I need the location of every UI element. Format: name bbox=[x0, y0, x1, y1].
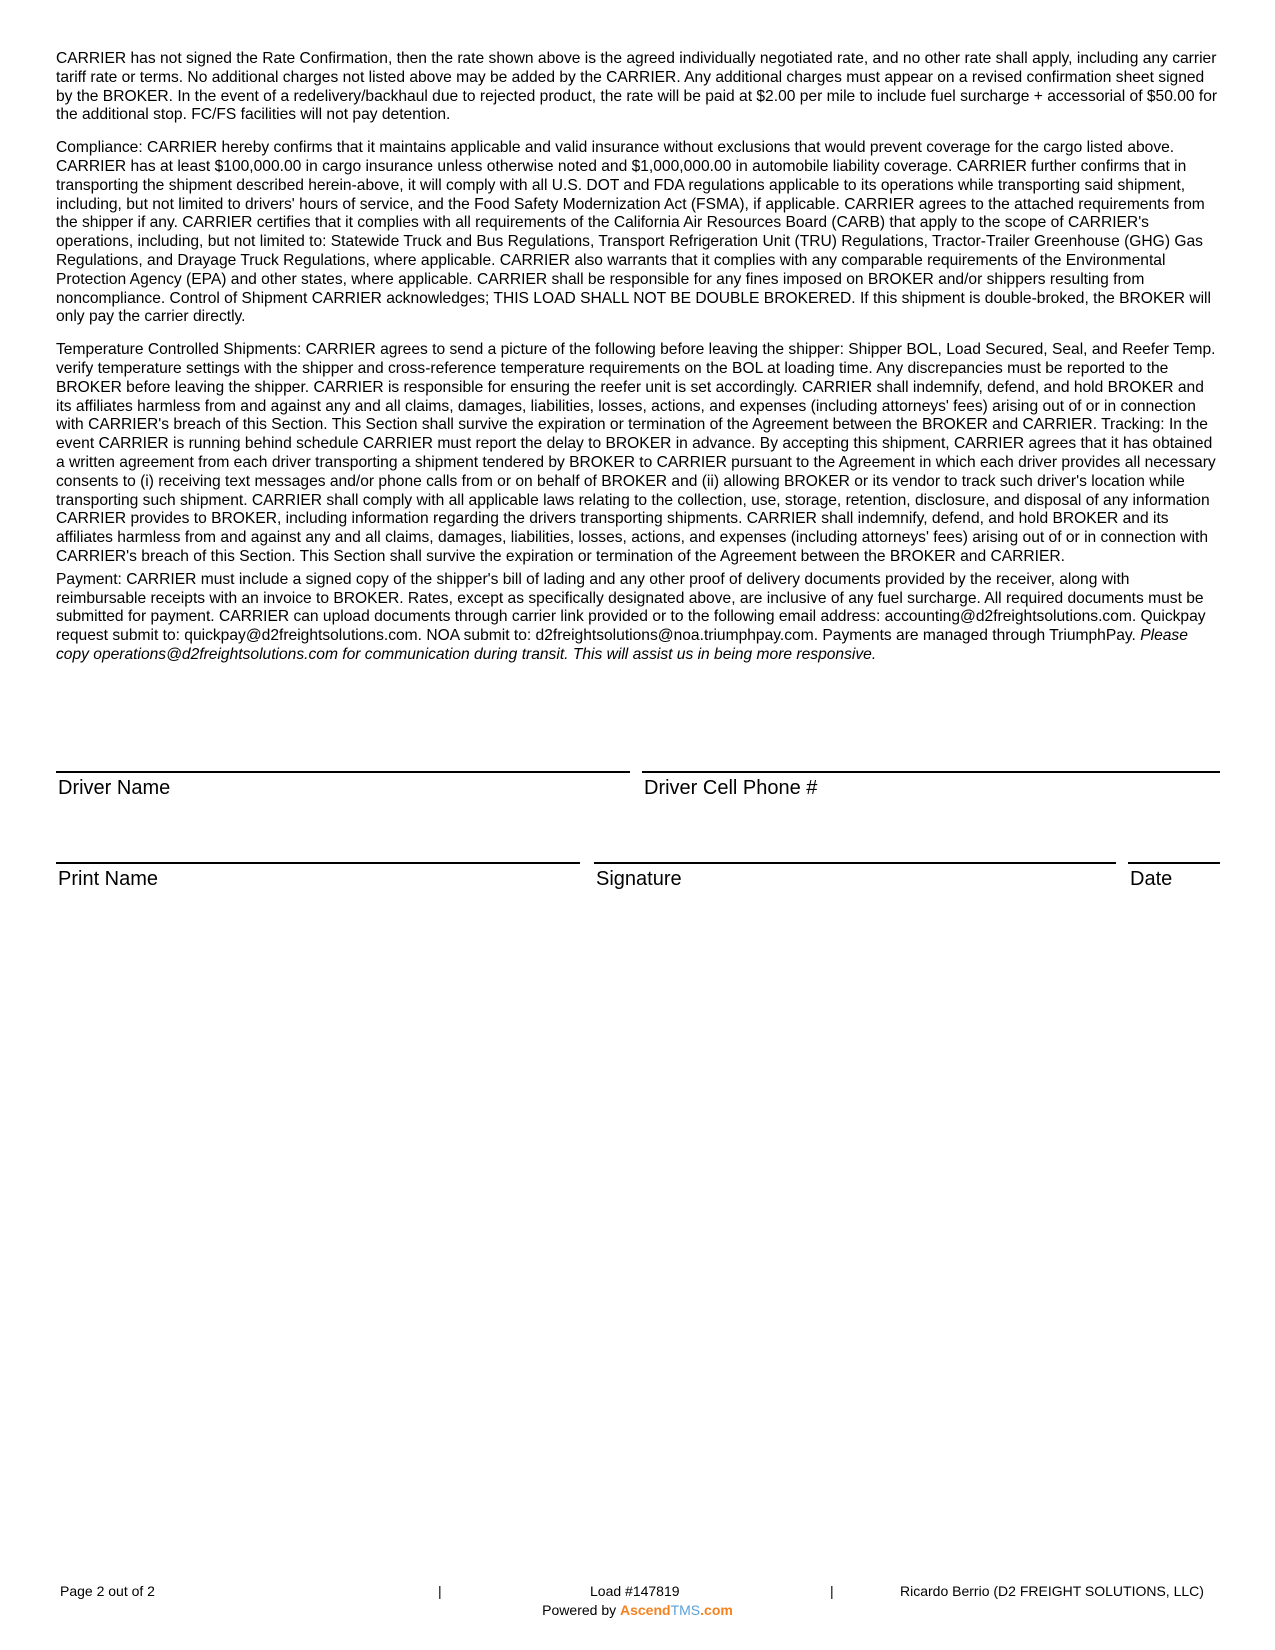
footer-separator-left: | bbox=[438, 1583, 442, 1599]
terms-body bbox=[56, 50, 1220, 679]
ascendtms-logo bbox=[620, 1602, 733, 1618]
temperature-paragraph: Temperature Controlled Shipments: CARRIER agrees to send a picture of the following before leaving the shipper: Shipper BOL, Load Secured, Seal, and Reefer Temp. verify temperature settings with the shipper and cross-reference temperature requirements on the BOL at loading time. Any discrepancies must be reported to the BROKER before leaving the shipper. CARRIER is responsible for ensuring the reefer unit is set accordingly. CARRIER shall indemnify, defend, and hold BROKER and its affiliates harmless from and against any and all claims, damages, liabilities, losses, actions, and expenses (including attorneys' fees) arising out of or in connection with CARRIER's breach of this Section. This Section shall survive the expiration or termination of the Agreement between the BROKER and CARRIER. Tracking: In the event CARRIER is running behind schedule CARRIER must report the delay to BROKER in advance. By accepting this shipment, CARRIER agrees that it has obtained a written agreement from each driver transporting a shipment tendered by BROKER to CARRIER pursuant to the Agreement in which each driver provides all necessary consents to (i) receiving text messages and/or phone calls from or on behalf of BROKER and (ii) allowing BROKER or its vendor to track such driver's location while transporting such shipment. CARRIER shall comply with all applicable laws relating to the collection, use, storage, retention, disclosure, and disposal of any information CARRIER provides to BROKER, including information regarding the drivers transporting shipments. CARRIER shall indemnify, defend, and hold BROKER and its affiliates harmless from and against any and all claims, damages, liabilities, losses, actions, and expenses (including attorneys' fees) arising out of or in connection with CARRIER's breach of this Section. This Section shall survive the expiration or termination of the Agreement between the BROKER and CARRIER. bbox=[56, 341, 1216, 565]
payment-italic-note: Please copy operations@d2freightsolutions.com for communication during transit. This will assist us in being more responsive. bbox=[56, 627, 1188, 663]
logo-part-ascend: Ascend bbox=[620, 1602, 671, 1618]
driver-cell-phone-line bbox=[642, 771, 1220, 773]
payment-paragraph bbox=[56, 571, 1220, 665]
print-name-line bbox=[56, 862, 580, 864]
powered-by-text: Powered by bbox=[542, 1602, 617, 1618]
signature-field[interactable] bbox=[594, 862, 1116, 891]
logo-part-tms: TMS bbox=[670, 1602, 701, 1618]
signature-label: Signature bbox=[596, 868, 682, 890]
driver-signature-row bbox=[56, 771, 1220, 811]
page-number: Page 2 out of 2 bbox=[60, 1583, 155, 1599]
rate-terms-paragraph: CARRIER has not signed the Rate Confirmation, then the rate shown above is the agreed individually negotiated rate, and no other rate shall apply, including any carrier tariff rate or terms. No additional charges not listed above may be added by the CARRIER. Any additional charges must appear on a revised confirmation sheet signed by the BROKER. In the event of a redelivery/backhaul due to rejected product, the rate will be paid at $2.00 per mile to include fuel surcharge + accessorial of $50.00 for the additional stop. FC/FS facilities will not pay detention. bbox=[56, 50, 1218, 124]
print-name-label: Print Name bbox=[58, 868, 159, 890]
broker-user: Ricardo Berrio (D2 FREIGHT SOLUTIONS, LLC) bbox=[900, 1583, 1204, 1599]
logo-part-com: .com bbox=[700, 1602, 733, 1618]
date-label: Date bbox=[1130, 868, 1173, 890]
powered-by-line bbox=[0, 1602, 1275, 1618]
print-name-field[interactable] bbox=[56, 862, 580, 891]
compliance-paragraph: Compliance: CARRIER hereby confirms that it maintains applicable and valid insurance without exclusions that would prevent coverage for the cargo listed above. CARRIER has at least $100,000.00 in cargo insurance unless otherwise noted and $1,000,000.00 in automobile liability coverage. CARRIER further confirms that in transporting the shipment described herein-above, it will comply with all U.S. DOT and FDA regulations applicable to its operations while transporting said shipment, including, but not limited to drivers' hours of service, and the Food Safety Modernization Act (FSMA), if applicable. CARRIER agrees to the attached requirements from the shipper if any. CARRIER certifies that it complies with all requirements of the California Air Resources Board (CARB) that apply to the scope of CARRIER's operations, including, but not limited to: Statewide Truck and Bus Regulations, Transport Refrigeration Unit (TRU) Regulations, Tractor-Trailer Greenhouse (GHG) Gas Regulations, and Drayage Truck Regulations, where applicable. CARRIER also warrants that it complies with any comparable requirements of the Environmental Protection Agency (EPA) and other states, where applicable. CARRIER shall be responsible for any fines imposed on BROKER and/or shippers resulting from noncompliance. Control of Shipment CARRIER acknowledges; THIS LOAD SHALL NOT BE DOUBLE BROKERED. If this shipment is double-broked, the BROKER will only pay the carrier directly. bbox=[56, 139, 1211, 326]
date-line bbox=[1128, 862, 1220, 864]
footer-separator-right: | bbox=[830, 1583, 834, 1599]
payment-text: Payment: CARRIER must include a signed copy of the shipper's bill of lading and any other proof of delivery documents provided by the receiver, along with reimbursable receipts with an invoice to BROKER. Rates, except as specifically designated above, are inclusive of any fuel surcharge. All required documents must be submitted for payment. CARRIER can upload documents through carrier link provided or to the following email address: accounting@d2freightsolutions.com. Quickpay request submit to: quickpay@d2freightsolutions.com. NOA submit to: d2freightsolutions@noa.triumphpay.com. Payments are managed through TriumphPay. bbox=[56, 570, 1206, 645]
driver-name-line bbox=[56, 771, 630, 773]
carrier-signature-row bbox=[56, 862, 1220, 902]
date-field[interactable] bbox=[1128, 862, 1220, 891]
signature-line bbox=[594, 862, 1116, 864]
driver-name-field[interactable] bbox=[56, 771, 630, 800]
driver-name-label: Driver Name bbox=[58, 777, 171, 799]
driver-cell-phone-field[interactable] bbox=[642, 771, 1220, 800]
driver-cell-phone-label: Driver Cell Phone # bbox=[644, 777, 818, 799]
load-number: Load #147819 bbox=[590, 1583, 680, 1599]
